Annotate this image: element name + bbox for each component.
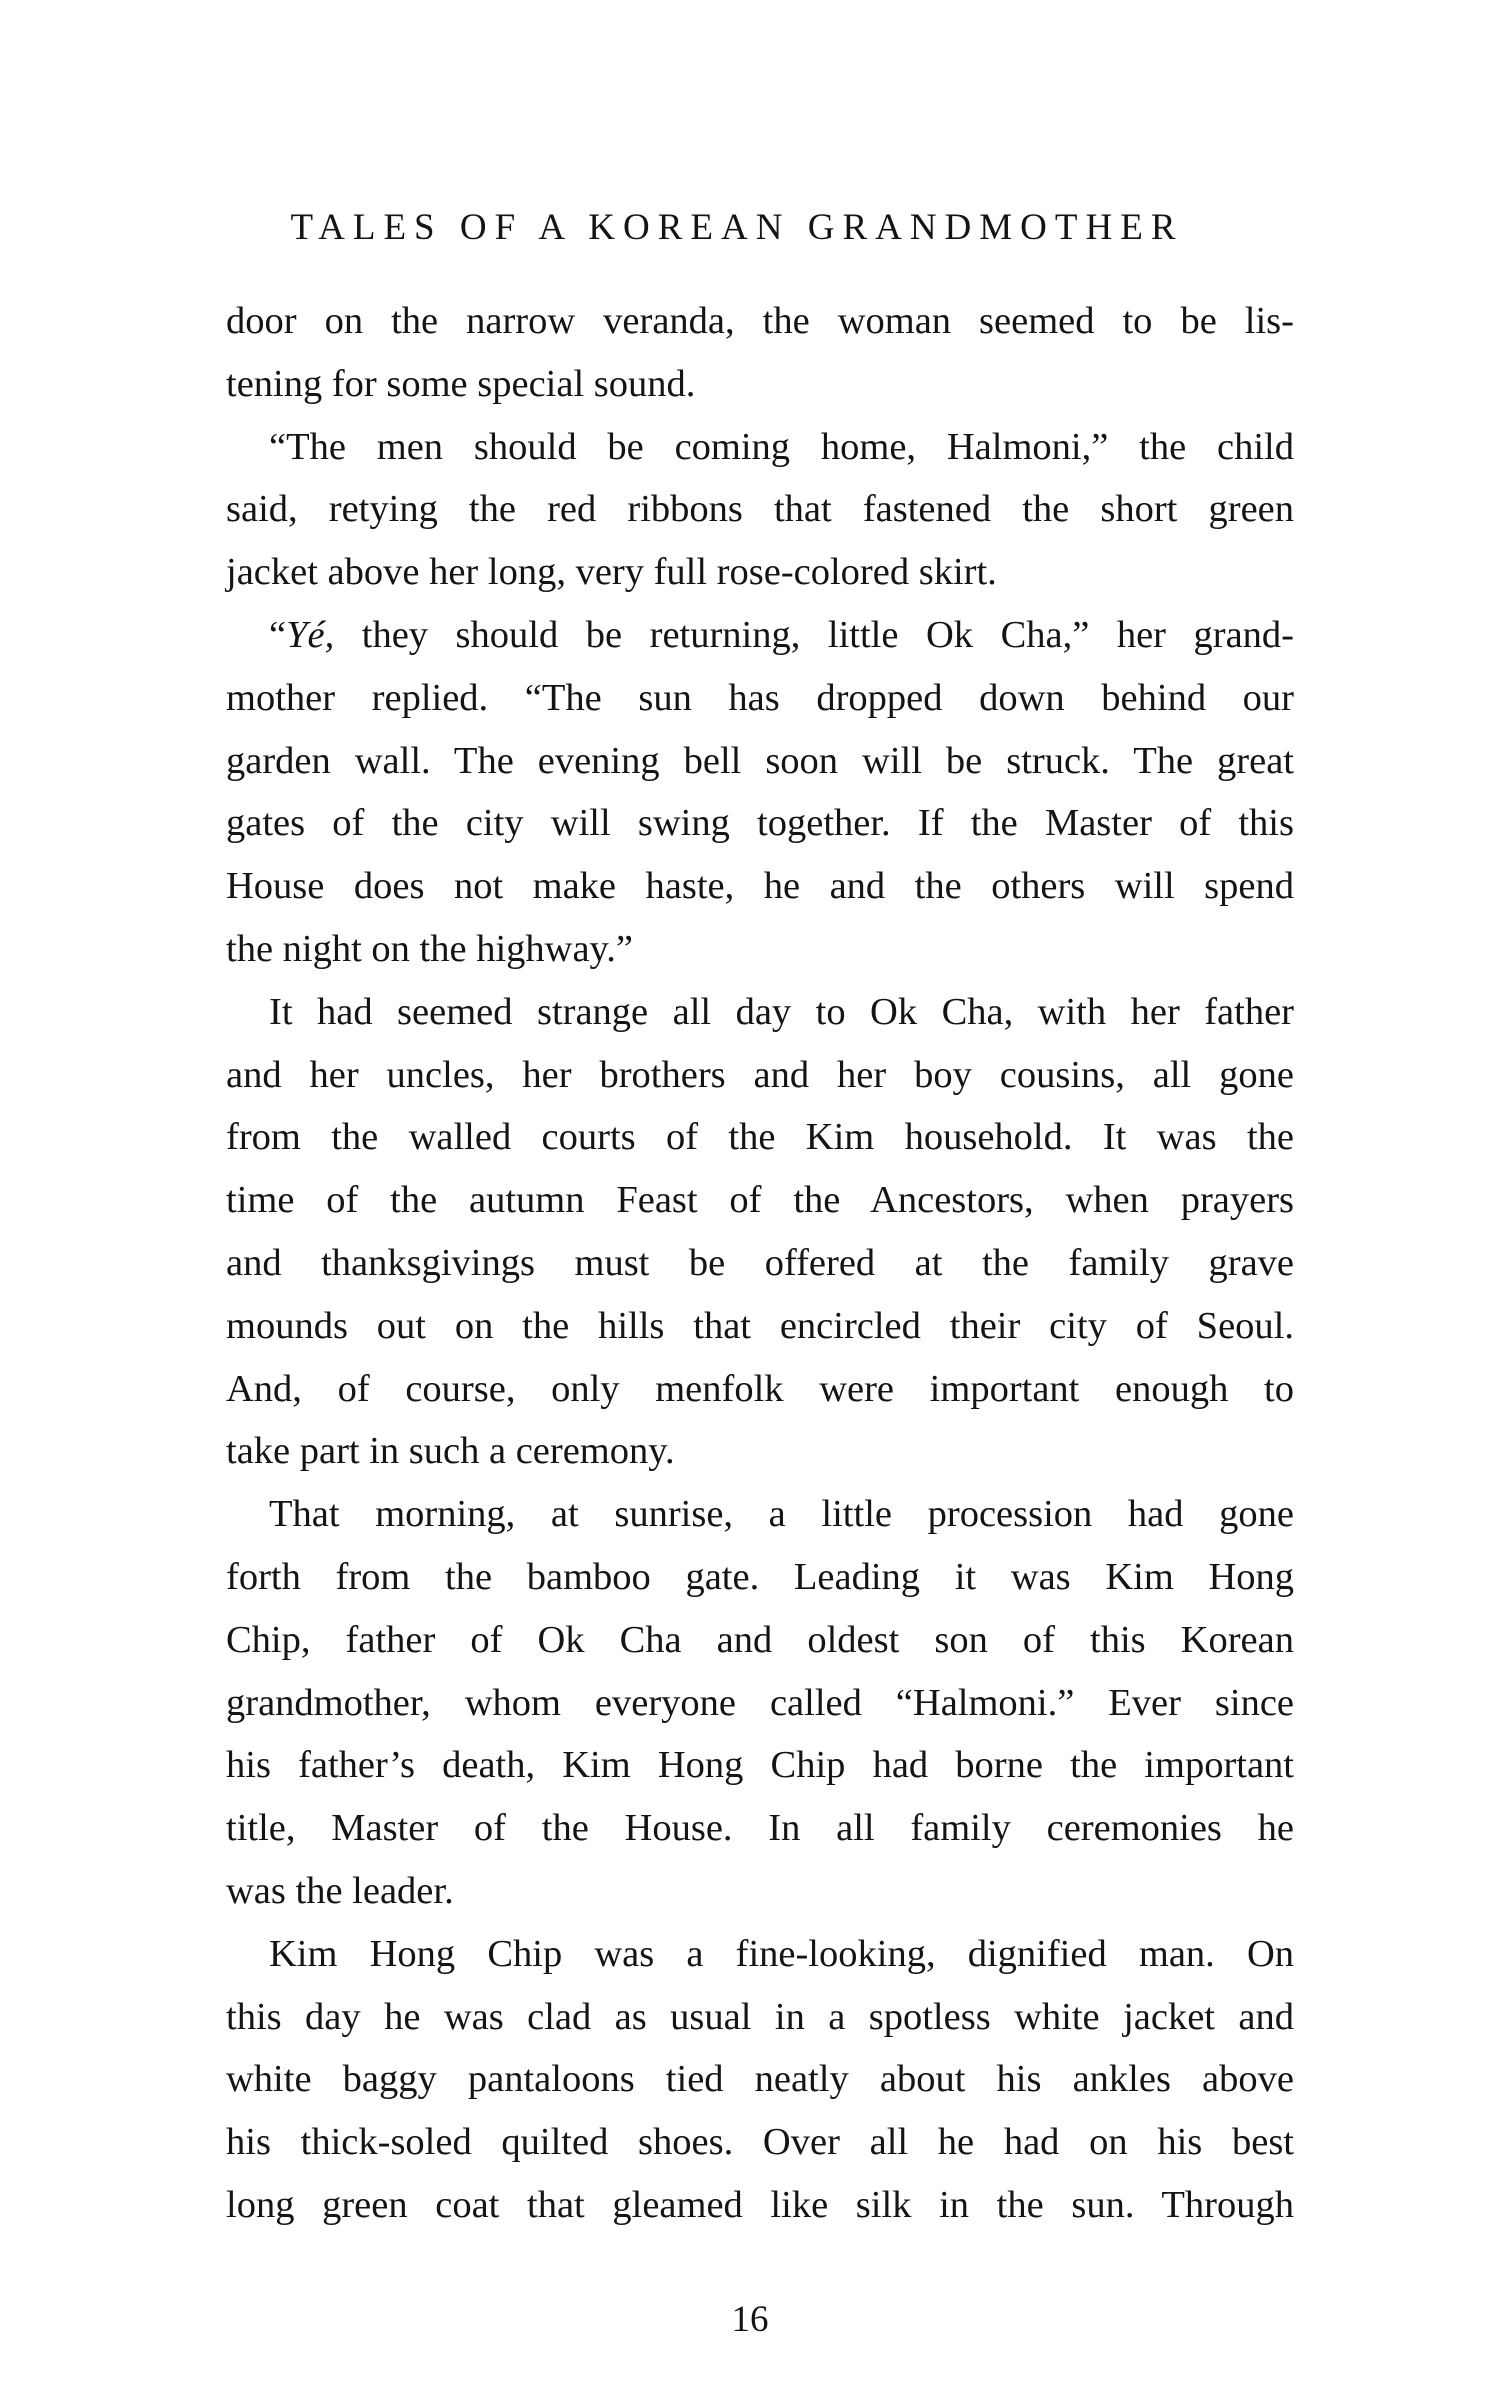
text-line: Chip, father of Ok Cha and oldest son of this Korean: [226, 1618, 1294, 1661]
text-line: and her uncles, her brothers and her boy cousins, all gone: [226, 1053, 1294, 1096]
running-head: TALES OF A KOREAN GRANDMOTHER: [290, 207, 1184, 248]
text-line: his thick-soled quilted shoes. Over all he had on his best: [226, 2121, 1294, 2164]
paragraph: [226, 416, 1294, 604]
text-line: “Yé, they should be returning, little Ok Cha,” her grand-: [269, 613, 1294, 656]
text-line: long green coat that gleamed like silk in the sun. Through: [226, 2183, 1294, 2226]
text-line: and thanksgivings must be offered at the family grave: [226, 1241, 1294, 1284]
paragraph: [226, 290, 1294, 416]
text-line: was the leader.: [226, 1869, 454, 1912]
text-line: from the walled courts of the Kim household. It was the: [226, 1116, 1294, 1159]
text-line: mounds out on the hills that encircled their city of Seoul.: [226, 1304, 1294, 1347]
text-line: That morning, at sunrise, a little procession had gone: [269, 1493, 1294, 1536]
paragraph: [226, 1483, 1294, 1923]
text-line: grandmother, whom everyone called “Halmoni.” Ever since: [226, 1681, 1294, 1724]
text-line: white baggy pantaloons tied neatly about his ankles above: [226, 2058, 1294, 2101]
text-line: title, Master of the House. In all family ceremonies he: [226, 1807, 1294, 1850]
text-line: the night on the highway.”: [226, 927, 634, 970]
text-line: take part in such a ceremony.: [226, 1430, 675, 1473]
text-line: It had seemed strange all day to Ok Cha, with her father: [269, 990, 1294, 1033]
text-line: tening for some special sound.: [226, 362, 696, 405]
text-line: “The men should be coming home, Halmoni,” the child: [269, 425, 1294, 468]
text-line: Kim Hong Chip was a fine-looking, dignified man. On: [269, 1932, 1294, 1975]
page-number: 16: [731, 2299, 769, 2340]
text-line: door on the narrow veranda, the woman seemed to be lis-: [226, 300, 1294, 342]
text-line: time of the autumn Feast of the Ancestors, when prayers: [226, 1179, 1294, 1222]
text-line: And, of course, only menfolk were important enough to: [226, 1367, 1294, 1410]
paragraph: [226, 981, 1294, 1483]
text-line: forth from the bamboo gate. Leading it was Kim Hong: [226, 1555, 1294, 1598]
text-line: mother replied. “The sun has dropped down behind our: [226, 676, 1294, 719]
text-line: House does not make haste, he and the others will spend: [226, 865, 1294, 908]
paragraph: [226, 604, 1294, 981]
paragraph: [226, 1923, 1294, 2237]
text-line: gates of the city will swing together. If the Master of this: [226, 802, 1294, 845]
italic-word: Yé,: [286, 613, 335, 656]
text-line: his father’s death, Kim Hong Chip had borne the important: [226, 1744, 1294, 1787]
text-line: this day he was clad as usual in a spotless white jacket and: [226, 1995, 1294, 2038]
text-line: garden wall. The evening bell soon will be struck. The great: [226, 739, 1294, 782]
text-line: jacket above her long, very full rose-colored skirt.: [226, 551, 997, 594]
text-line: said, retying the red ribbons that fastened the short green: [226, 488, 1294, 531]
body-text: [226, 290, 1294, 2237]
